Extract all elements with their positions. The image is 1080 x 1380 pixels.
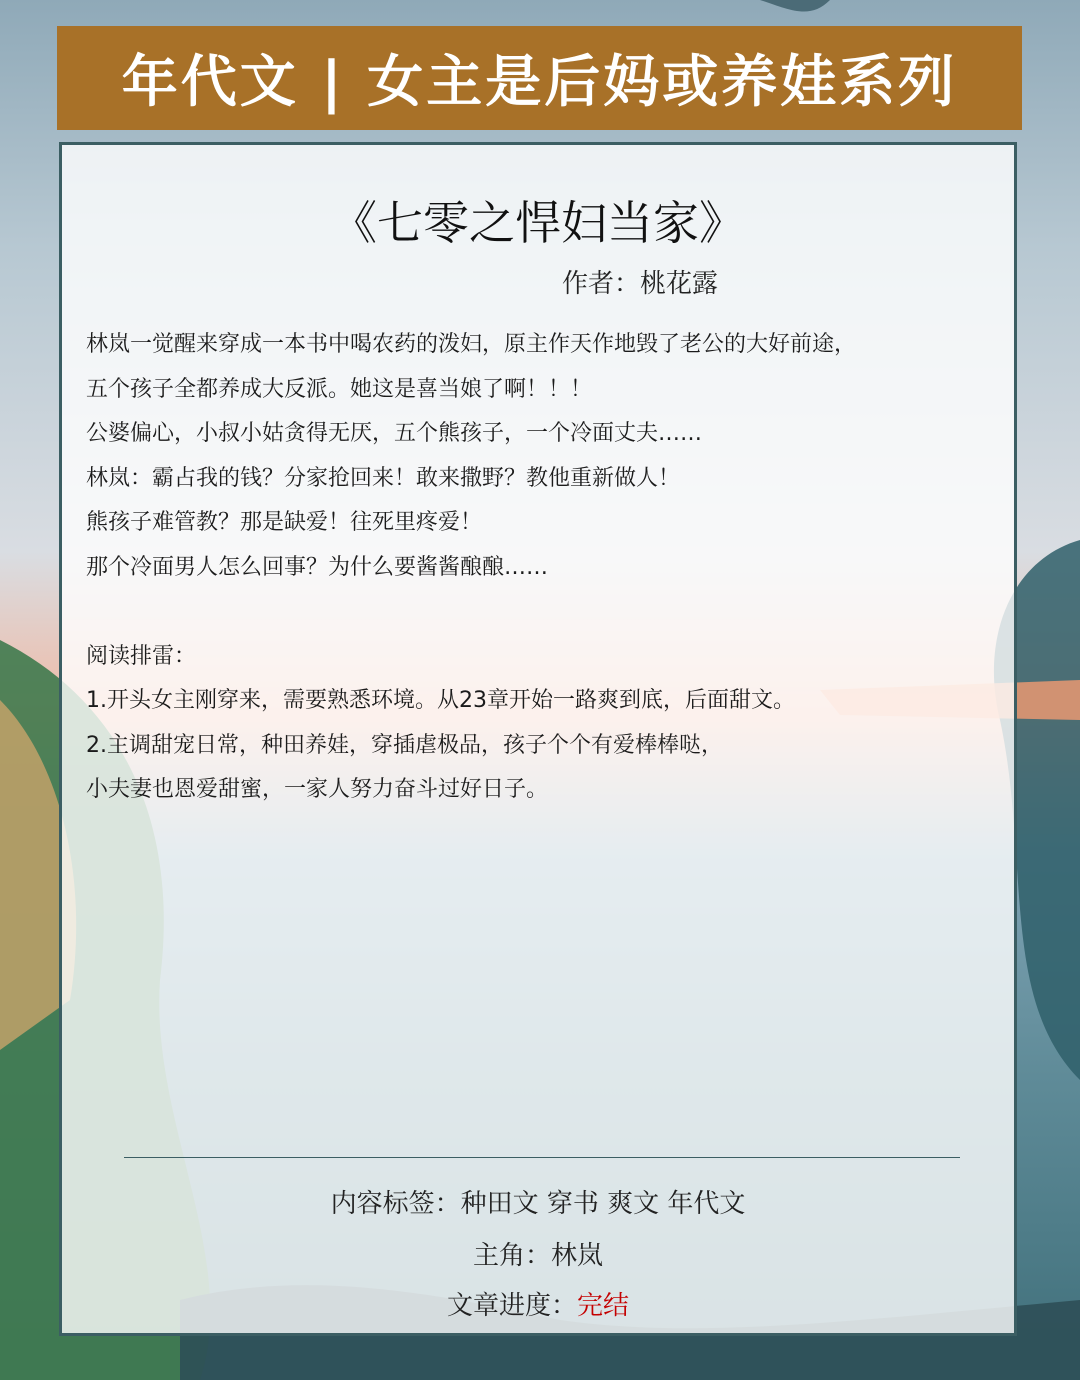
warnings-heading: 阅读排雷： — [86, 643, 197, 669]
divider — [124, 1157, 960, 1158]
synopsis-line: 公婆偏心，小叔小姑贪得无厌，五个熊孩子，一个冷面丈夫…… — [86, 421, 703, 446]
series-header — [57, 26, 1022, 130]
synopsis-line: 五个孩子全都养成大反派。她这是喜当娘了啊！！！ — [86, 376, 593, 402]
synopsis-line: 林岚：霸占我的钱？分家抢回来！敢来撒野？教他重新做人！ — [86, 465, 681, 491]
paragraph-gap — [86, 590, 996, 635]
author-line — [562, 263, 718, 300]
book-title: 《七零之悍妇当家》 — [331, 196, 745, 250]
book-card — [59, 142, 1017, 1336]
tags-label: 内容标签： — [330, 1189, 461, 1219]
protagonist-label: 主角： — [472, 1241, 551, 1271]
warning-line: 2.主调甜宠日常，种田养娃，穿插虐极品，孩子个个有爱棒棒哒， — [86, 732, 723, 758]
author-label: 作者： — [562, 269, 641, 299]
warning-line: 小夫妻也恩爱甜蜜，一家人努力奋斗过好日子。 — [86, 777, 549, 802]
status-label: 文章进度： — [446, 1291, 577, 1321]
protagonist-line — [62, 1235, 1014, 1272]
tags-value: 种田文 穿书 爽文 年代文 — [460, 1189, 746, 1219]
protagonist-value: 林岚 — [551, 1241, 604, 1271]
book-description — [86, 323, 996, 813]
series-title: 年代文 | 女主是后妈或养娃系列 — [121, 50, 958, 115]
status-value: 完结 — [577, 1291, 630, 1321]
tags-line — [62, 1183, 1014, 1220]
synopsis-line: 熊孩子难管教？那是缺爱！往死里疼爱！ — [86, 510, 483, 535]
warning-line: 1.开头女主刚穿来，需要熟悉环境。从23章开始一路爽到底，后面甜文。 — [86, 688, 795, 713]
author-name: 桃花露 — [640, 269, 719, 299]
status-line — [62, 1285, 1014, 1322]
synopsis-line: 林岚一觉醒来穿成一本书中喝农药的泼妇，原主作天作地毁了老公的大好前途， — [86, 332, 857, 357]
synopsis-line: 那个冷面男人怎么回事？为什么要酱酱酿酿…… — [86, 554, 549, 580]
